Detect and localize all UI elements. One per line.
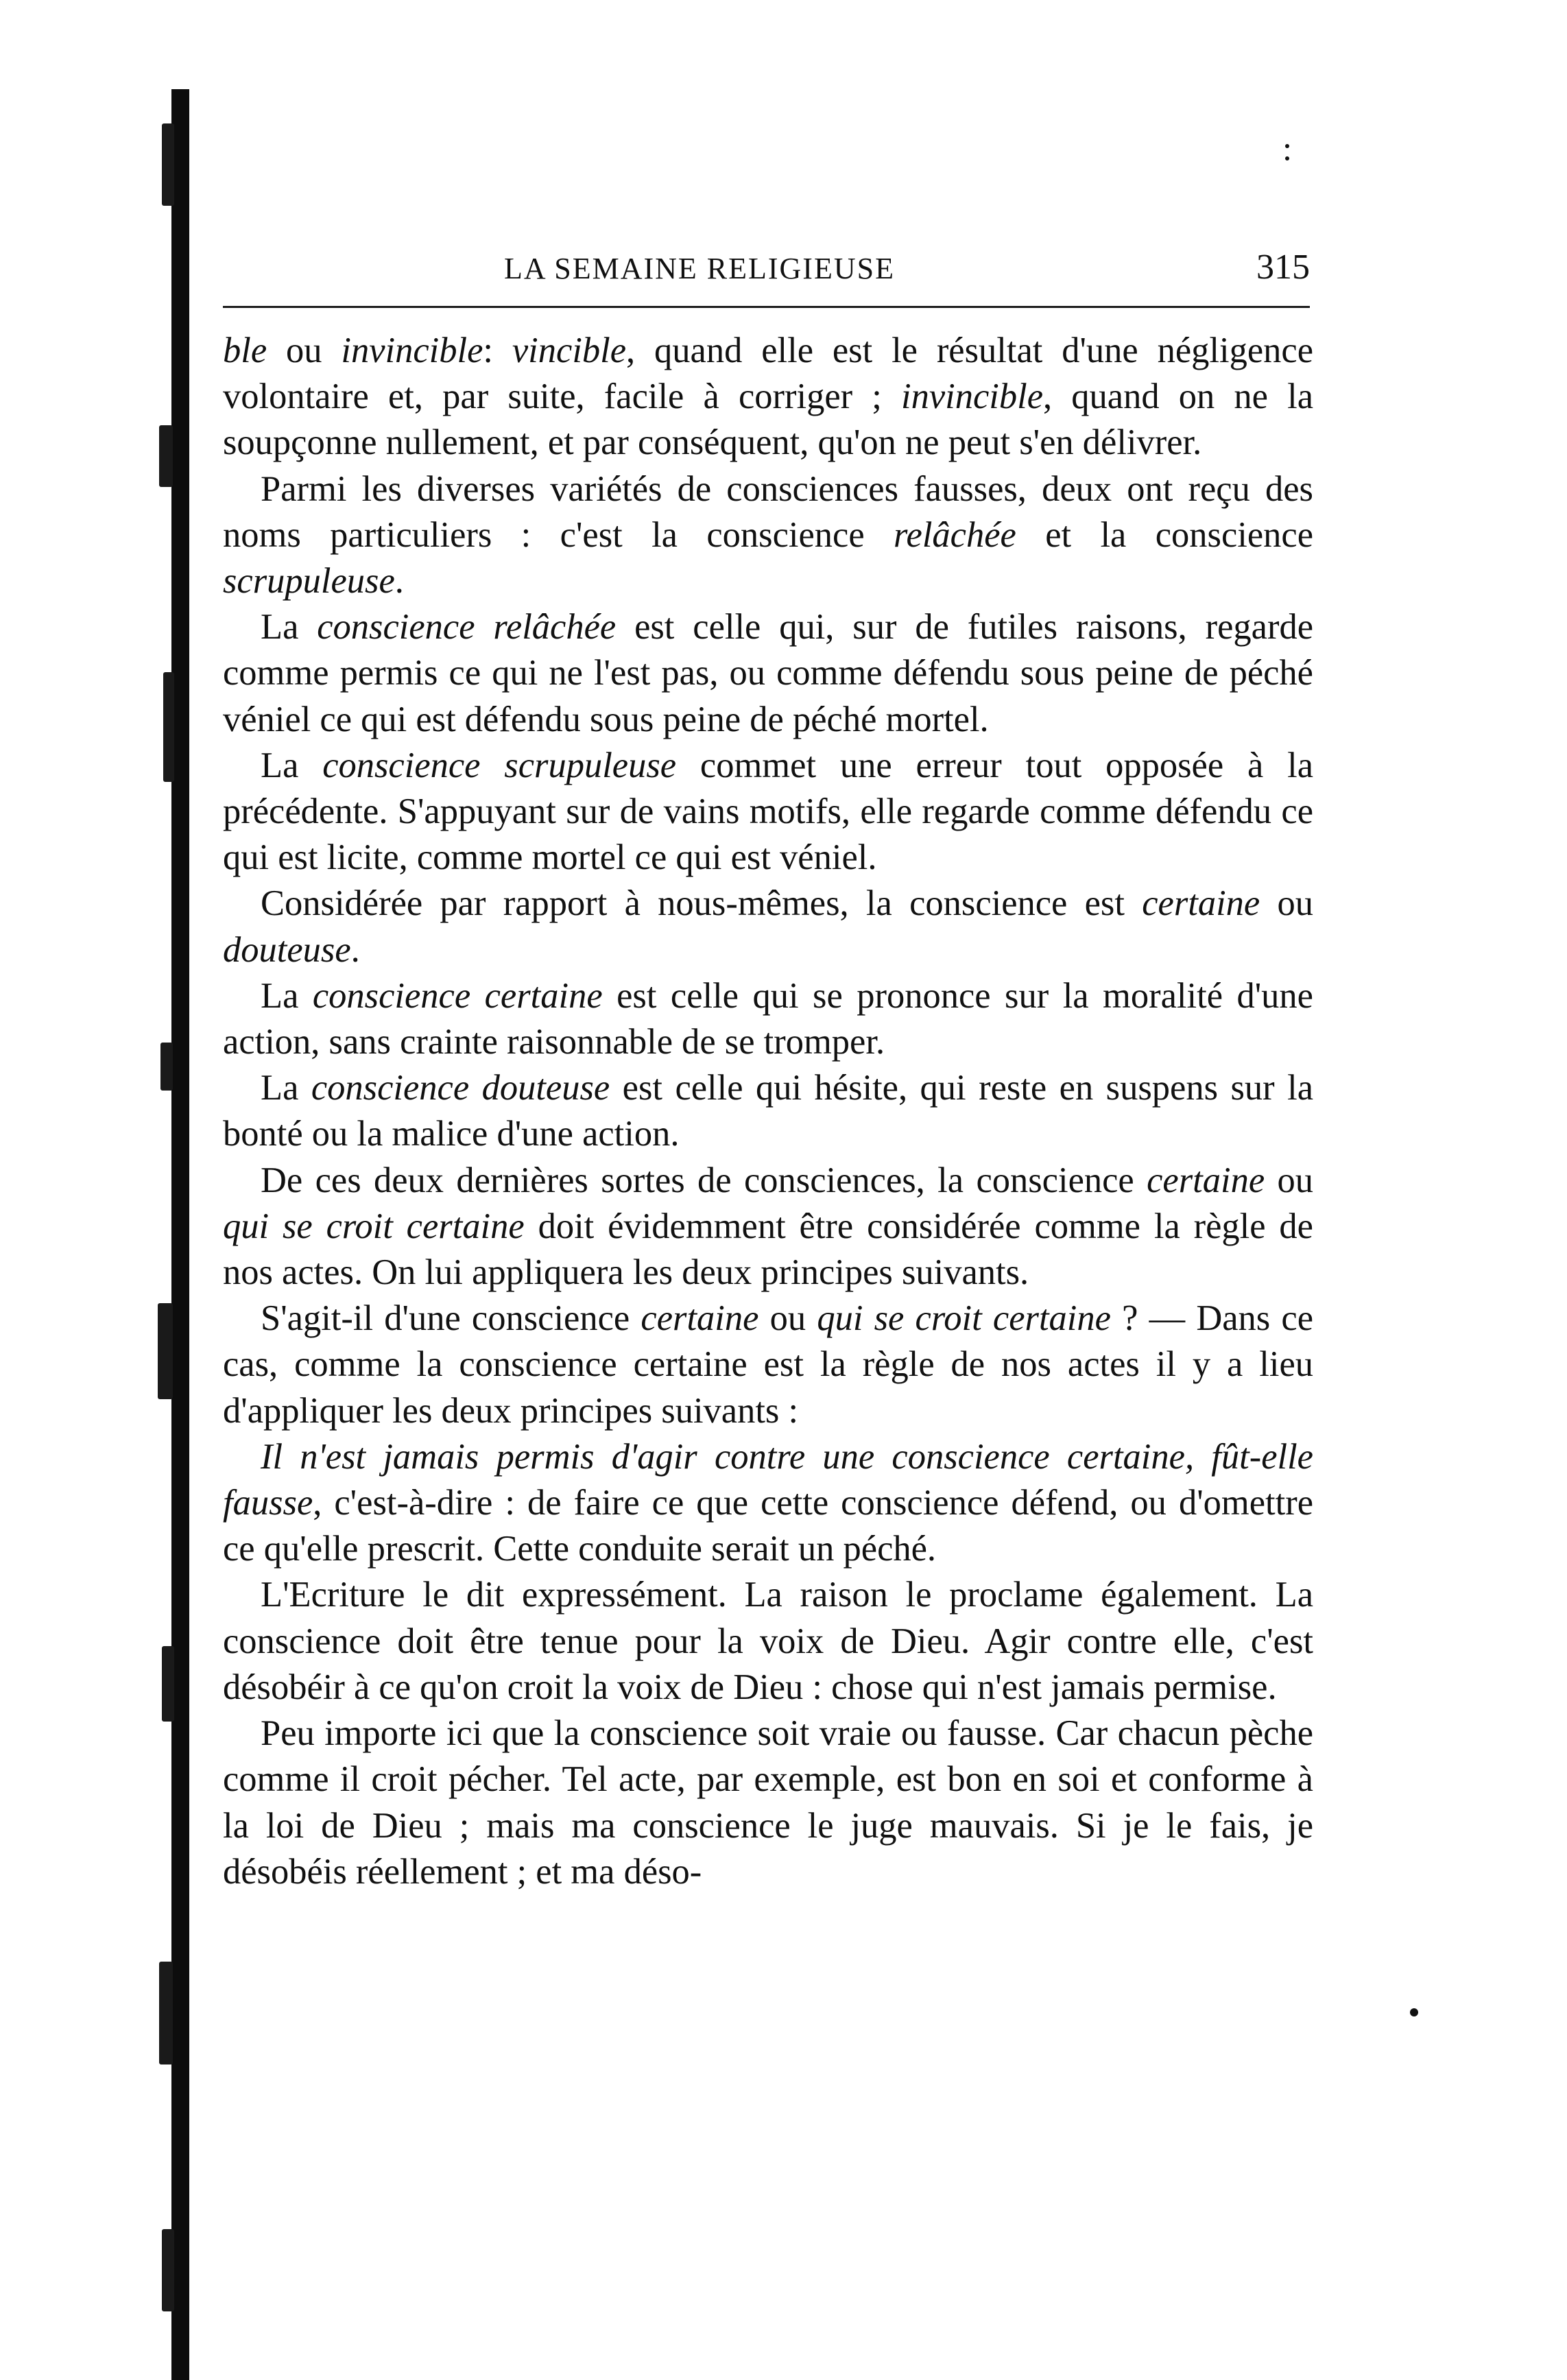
text-run: est celle qui hésite, qui reste en suspens sur la bonté ou la malice d'une action. xyxy=(223,1068,1313,1154)
text-run: , quand on ne la soupçonne nullement, et par conséquent, qu'on ne peut s'en délivrer. xyxy=(223,377,1313,463)
paragraph xyxy=(223,743,1313,881)
scan-speck xyxy=(1285,144,1289,148)
paragraph xyxy=(223,1434,1313,1573)
body-text xyxy=(223,328,1313,1895)
paragraph xyxy=(223,1711,1313,1895)
text-run: De ces deux dernières sortes de consciences, la conscience xyxy=(261,1160,1147,1200)
italic-text: certaine xyxy=(1142,883,1260,924)
text-run: Considérée par rapport à nous-mêmes, la conscience est xyxy=(261,883,1143,924)
binding-mark xyxy=(162,1646,174,1722)
italic-text: invincible xyxy=(341,331,483,370)
italic-text: ble xyxy=(223,331,267,370)
running-title: LA SEMAINE RELIGIEUSE xyxy=(504,252,895,285)
header-rule xyxy=(223,306,1310,308)
binding-mark xyxy=(159,425,173,487)
text-run: S'agit-il d'une conscience xyxy=(261,1298,641,1339)
page-number: 315 xyxy=(1256,248,1310,287)
paragraph xyxy=(223,973,1313,1065)
scan-binding-shadow xyxy=(0,0,199,2379)
binding-mark xyxy=(158,1303,173,1399)
text-run: La xyxy=(261,1068,311,1108)
text-run: doit évidemment être considérée comme la règle de nos actes. On lui appliquera les deux principes suivants. xyxy=(223,1206,1313,1293)
italic-text: invincible xyxy=(901,377,1044,417)
text-run: commet une erreur tout opposée à la précédente. S'appuyant sur de vains motifs, elle regarde comme défendu ce qui est licite, comme mortel ce qui est véniel. xyxy=(223,745,1313,878)
paragraph xyxy=(223,466,1313,605)
text-run: La xyxy=(261,975,313,1016)
binding-edge xyxy=(171,89,189,2380)
binding-mark xyxy=(159,1962,173,2064)
text-run: , c'est-à-dire : de faire ce que cette conscience défend, ou d'omettre ce qu'elle prescrit. Cette conduite serait un péché. xyxy=(223,1483,1313,1569)
italic-text: qui se croit certaine xyxy=(817,1298,1111,1339)
text-run: ? — Dans ce cas, comme la conscience certaine est la règle de nos actes il y a lieu d'appliquer les deux principes suivants : xyxy=(223,1298,1314,1431)
page-header xyxy=(223,248,1310,299)
paragraph xyxy=(223,1158,1313,1296)
text-run: Peu importe ici que la conscience soit vraie ou fausse. Car chacun pèche comme il croit pécher. Tel acte, par exemple, est bon en soi et conforme à la loi de Dieu ; mais ma conscience le juge mauvais. Si je le fais, je désobéis réellement ; et ma déso- xyxy=(223,1713,1313,1892)
binding-mark xyxy=(162,2229,174,2311)
text-run: Parmi les diverses variétés de consciences fausses, deux ont reçu des noms particuliers : c'est la conscience xyxy=(223,468,1313,555)
italic-text: douteuse xyxy=(223,929,351,970)
italic-text: vincible xyxy=(512,331,627,370)
italic-text: relâchée xyxy=(894,514,1016,555)
text-run: , quand elle est le résultat d'une négligence volontaire et, par suite, facile à corriger ; xyxy=(223,331,1313,417)
text-run: L'Ecriture le dit expressément. La raison le proclame également. La conscience doit être tenue pour la voix de Dieu. Agir contre elle, c'est désobéir à ce qu'on croit la voix de Dieu : chose qui n'est jamais permise. xyxy=(223,1575,1313,1707)
paragraph xyxy=(223,881,1313,973)
text-run: ou xyxy=(1260,883,1313,924)
binding-mark xyxy=(160,1043,173,1091)
paragraph xyxy=(223,604,1313,743)
text-run: ou xyxy=(1265,1160,1313,1200)
text-run: La xyxy=(261,745,323,785)
text-run: . xyxy=(350,929,360,970)
binding-mark xyxy=(162,123,174,206)
italic-text: Il n'est jamais permis d'agir contre une conscience certaine, fût-elle fausse xyxy=(223,1436,1313,1523)
text-run: est celle qui, sur de futiles raisons, regarde comme permis ce qui ne l'est pas, ou comme défendu sous peine de péché véniel ce qui est défendu sous peine de péché mortel. xyxy=(223,607,1313,739)
paragraph xyxy=(223,1572,1313,1711)
italic-text: scrupuleuse xyxy=(223,561,395,602)
text-run: ou xyxy=(267,331,342,370)
italic-text: certaine xyxy=(1147,1160,1265,1200)
text-run: ou xyxy=(758,1298,817,1339)
scan-speck xyxy=(1410,2008,1418,2016)
binding-mark xyxy=(163,672,174,782)
italic-text: qui se croit certaine xyxy=(223,1206,525,1246)
paragraph xyxy=(223,1065,1313,1157)
text-run: . xyxy=(394,561,404,602)
scan-speck xyxy=(1285,156,1289,160)
italic-text: conscience scrupuleuse xyxy=(322,745,677,785)
italic-text: conscience certaine xyxy=(312,975,603,1016)
italic-text: certaine xyxy=(641,1298,759,1339)
text-run: et la conscience xyxy=(1016,514,1314,555)
paragraph xyxy=(223,1296,1313,1434)
text-run: est celle qui se prononce sur la moralité d'une action, sans crainte raisonnable de se tromper. xyxy=(223,975,1313,1062)
paragraph xyxy=(223,328,1313,466)
text-run: : xyxy=(483,331,512,370)
italic-text: conscience douteuse xyxy=(311,1068,610,1108)
italic-text: conscience relâchée xyxy=(317,607,617,647)
text-run: La xyxy=(261,607,318,647)
